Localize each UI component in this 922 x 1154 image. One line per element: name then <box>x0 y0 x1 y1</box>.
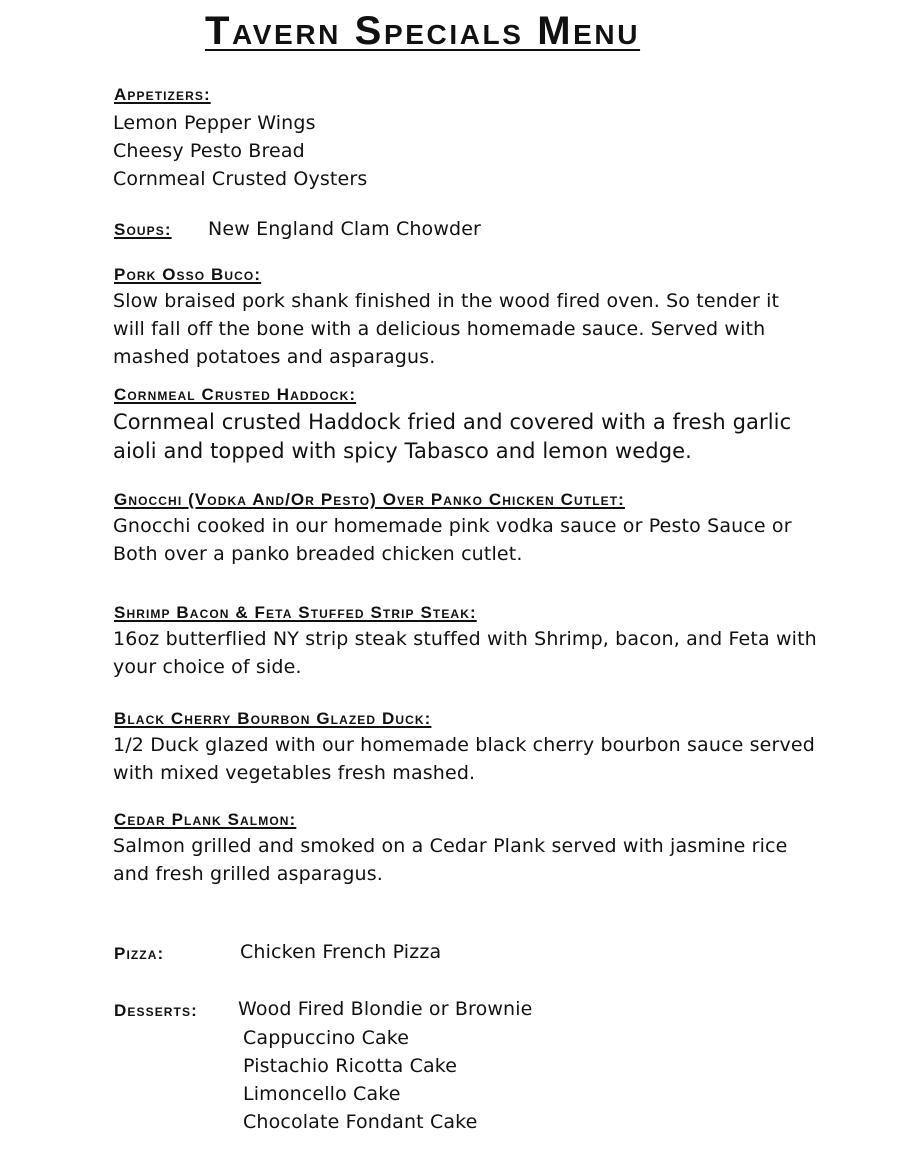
special-heading-gnocchi: Gnocchi (Vodka And/Or Pesto) Over Panko Chicken Cutlet: <box>114 490 625 509</box>
dessert-item: Pistachio Ricotta Cake <box>243 1055 458 1077</box>
special-heading-cornmeal-haddock: Cornmeal Crusted Haddock: <box>114 385 357 404</box>
special-description-line: Salmon grilled and smoked on a Cedar Plank served with jasmine rice <box>113 835 788 857</box>
special-heading-strip-steak: Shrimp Bacon & Feta Stuffed Strip Steak: <box>114 603 477 622</box>
pizza-heading: Pizza: <box>114 944 165 963</box>
dessert-item: Limoncello Cake <box>243 1083 401 1105</box>
appetizers-heading: Appetizers: <box>114 85 211 104</box>
soups-heading: Soups: <box>114 220 172 239</box>
appetizers-list <box>113 109 367 193</box>
pizza-item: Chicken French Pizza <box>240 941 442 963</box>
appetizer-item: Lemon Pepper Wings <box>113 112 316 134</box>
special-description-line: with mixed vegetables fresh mashed. <box>113 762 476 784</box>
special-description-line: will fall off the bone with a delicious homemade sauce. Served with <box>113 318 766 340</box>
dessert-item: Wood Fired Blondie or Brownie <box>238 998 533 1020</box>
dessert-item: Chocolate Fondant Cake <box>243 1111 478 1133</box>
special-description-line: Cornmeal crusted Haddock fried and covered with a fresh garlic <box>113 410 792 434</box>
dessert-item: Cappuccino Cake <box>243 1027 410 1049</box>
menu-title: Tavern Specials Menu <box>205 9 641 53</box>
special-description-line: aioli and topped with spicy Tabasco and lemon wedge. <box>113 439 692 463</box>
desserts-list <box>243 1024 477 1136</box>
special-description-line: 1/2 Duck glazed with our homemade black cherry bourbon sauce served <box>113 734 815 756</box>
special-description-line: mashed potatoes and asparagus. <box>113 346 436 368</box>
appetizer-item: Cornmeal Crusted Oysters <box>113 168 368 190</box>
special-heading-pork-osso-buco: Pork Osso Buco: <box>114 265 262 284</box>
special-description-line: and fresh grilled asparagus. <box>113 863 383 885</box>
special-description-line: 16oz butterflied NY strip steak stuffed with Shrimp, bacon, and Feta with <box>113 628 817 650</box>
special-heading-duck: Black Cherry Bourbon Glazed Duck: <box>114 709 432 728</box>
soup-item: New England Clam Chowder <box>208 218 482 240</box>
desserts-heading: Desserts: <box>114 1001 198 1020</box>
special-description-line: your choice of side. <box>113 656 302 678</box>
special-description-line: Gnocchi cooked in our homemade pink vodka sauce or Pesto Sauce or <box>113 515 792 537</box>
appetizer-item: Cheesy Pesto Bread <box>113 140 305 162</box>
special-heading-salmon: Cedar Plank Salmon: <box>114 810 297 829</box>
special-description-line: Slow braised pork shank finished in the wood fired oven. So tender it <box>113 290 780 312</box>
special-description-line: Both over a panko breaded chicken cutlet. <box>113 543 523 565</box>
